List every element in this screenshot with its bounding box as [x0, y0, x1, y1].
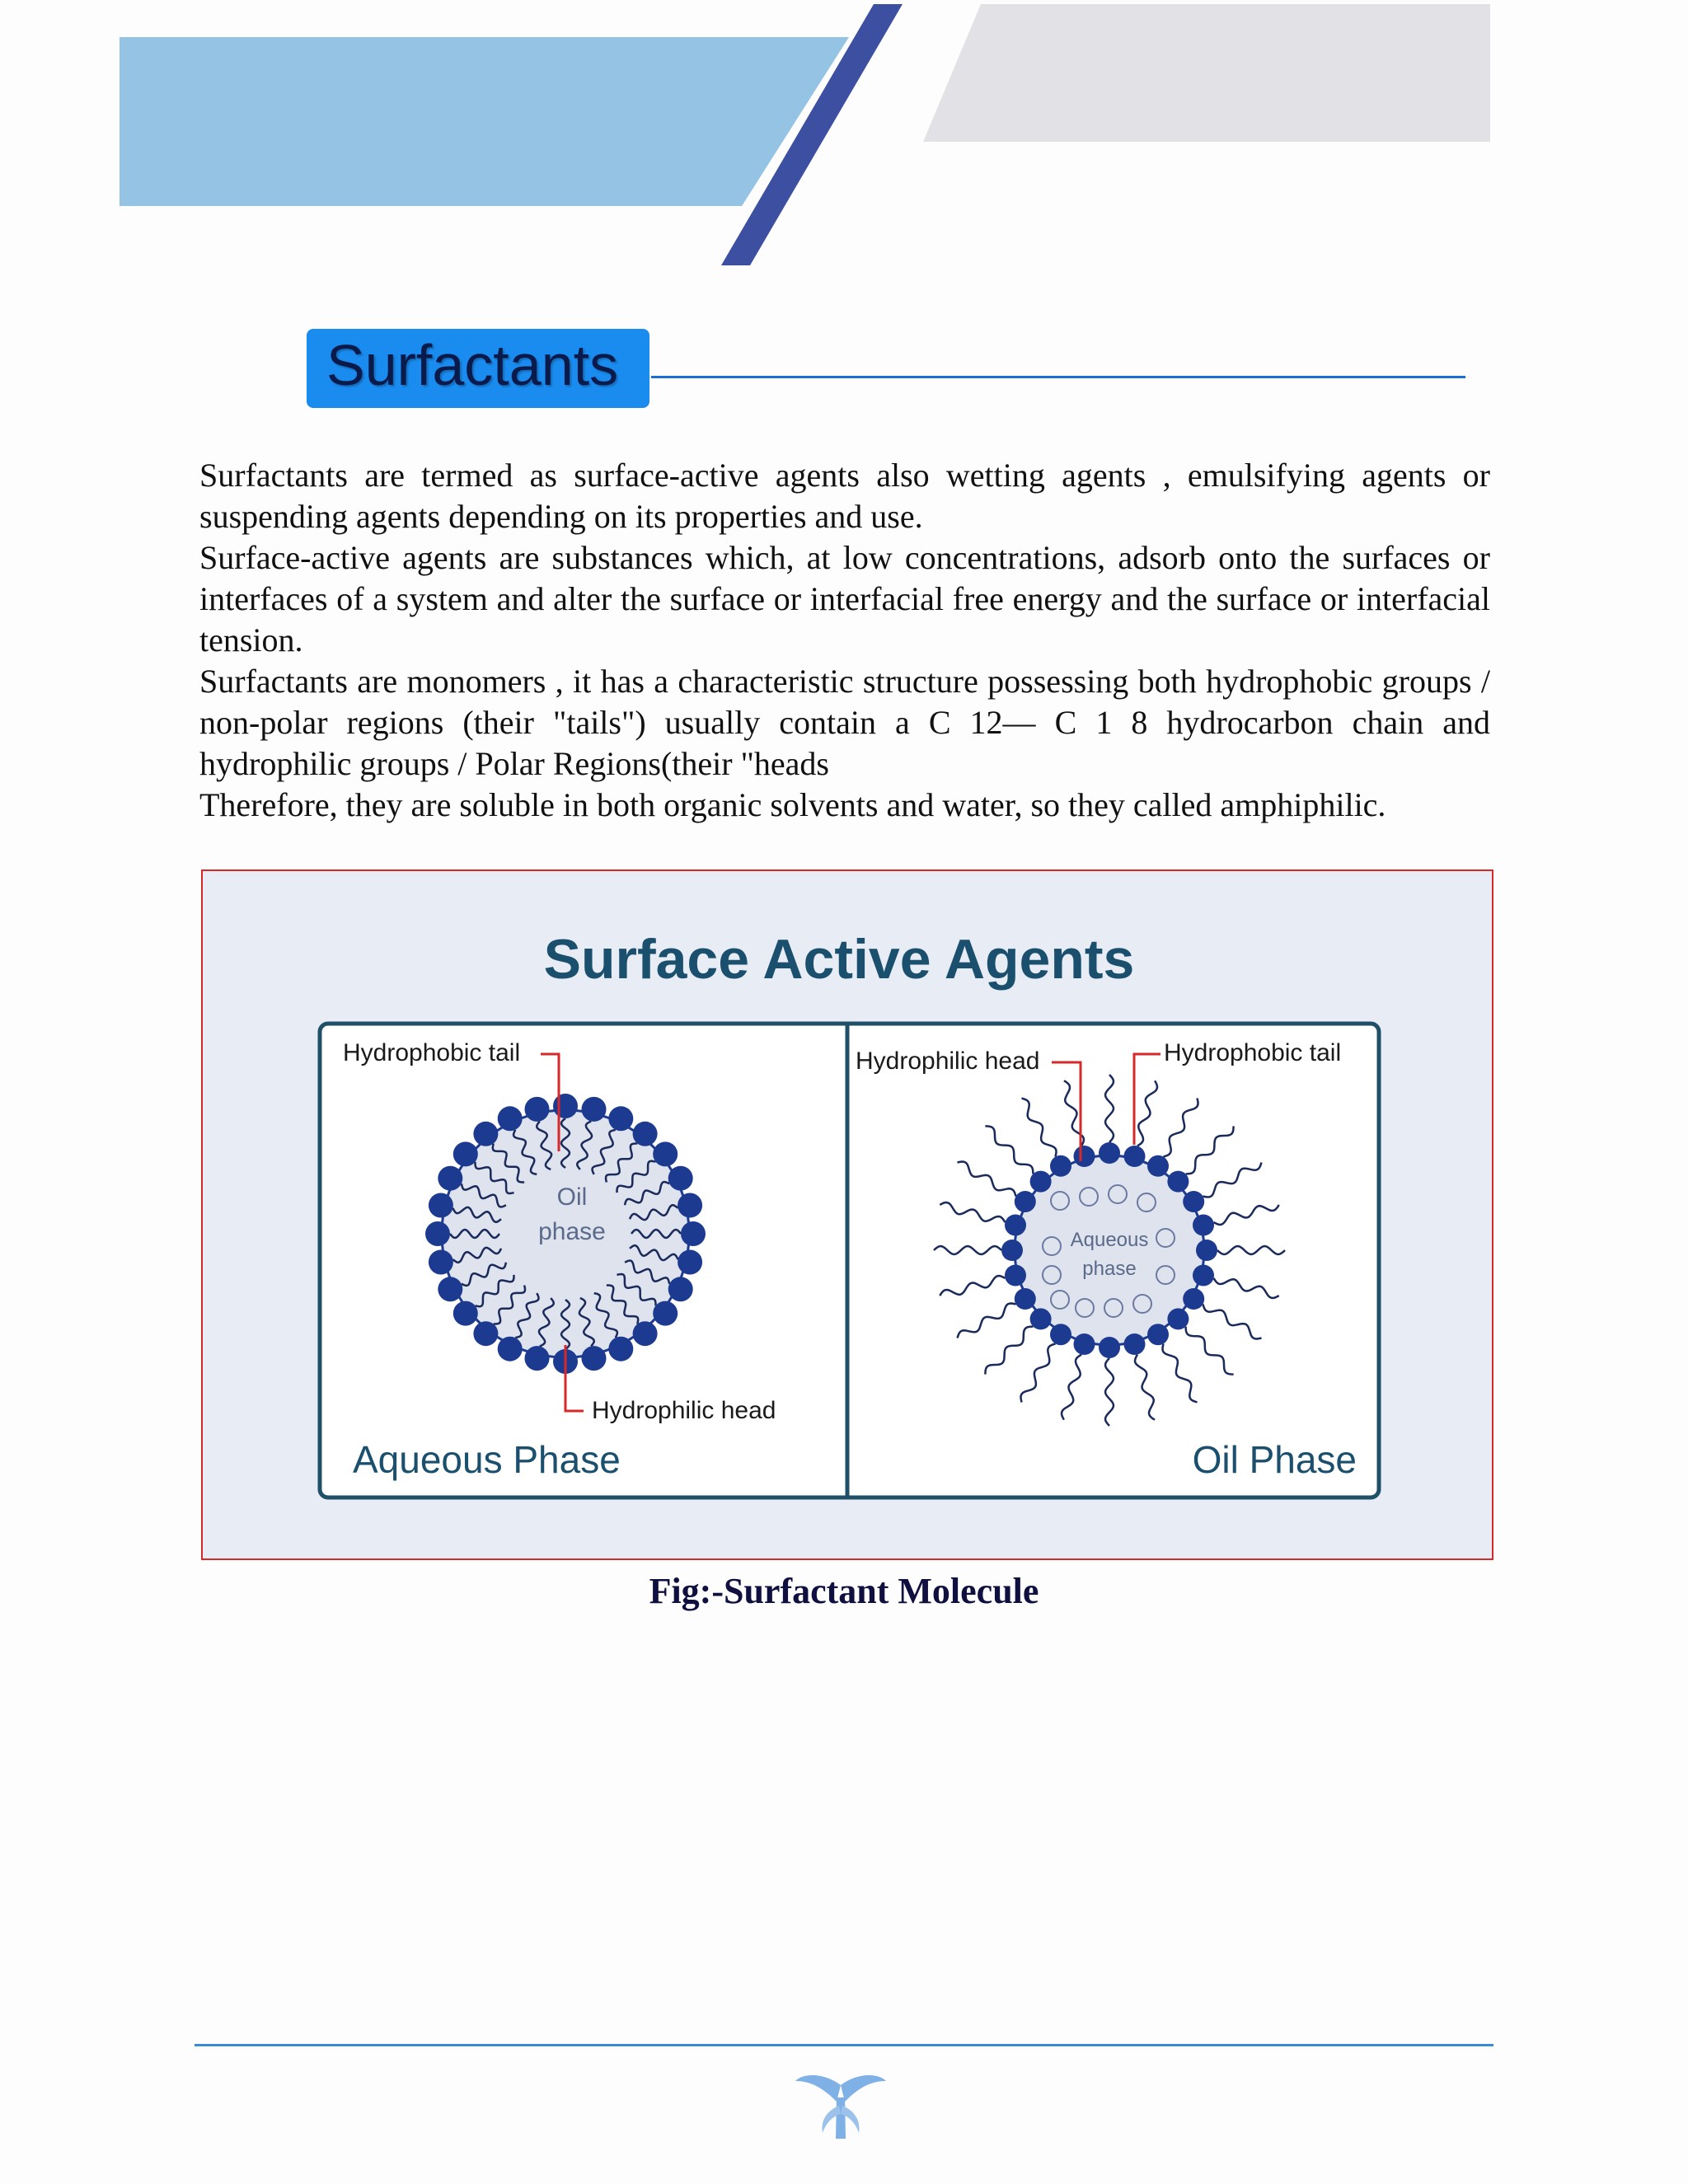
paragraph: Surface-active agents are substances which, at low concentrations, adsorb onto the surfaces or interfaces of a system and alter the surface or interfacial free energy and the surface or interfacial tension. — [199, 539, 1490, 658]
molecule-head — [1050, 1324, 1071, 1345]
phase-label-aqueous: Aqueous Phase — [353, 1438, 621, 1481]
title-underline — [651, 376, 1465, 378]
header-banner — [0, 0, 1688, 280]
molecule-head — [582, 1097, 607, 1122]
molecule-head — [653, 1301, 678, 1326]
molecule-head — [1167, 1171, 1189, 1193]
molecule-head — [1183, 1191, 1204, 1212]
molecule-head — [1005, 1215, 1026, 1236]
molecule-head — [1124, 1333, 1146, 1355]
molecule-head — [1167, 1308, 1189, 1329]
core-label-line2: phase — [1082, 1258, 1137, 1280]
figure-caption: Fig:-Surfactant Molecule — [649, 1571, 1039, 1611]
molecule-head — [1030, 1308, 1052, 1329]
molecule-head — [653, 1141, 678, 1166]
molecule-head — [1015, 1288, 1036, 1310]
molecule-head — [1001, 1240, 1023, 1261]
footer-rule — [195, 2044, 1493, 2046]
molecule-head — [1074, 1146, 1095, 1167]
molecule-head — [668, 1277, 693, 1301]
molecule-head — [678, 1250, 702, 1275]
molecule-head — [1005, 1265, 1026, 1286]
molecule-head — [498, 1337, 523, 1361]
molecule-head — [582, 1346, 607, 1371]
molecule-head — [498, 1106, 523, 1131]
section-title-badge — [307, 329, 649, 408]
molecule-head — [608, 1106, 633, 1131]
molecule-head — [1124, 1146, 1146, 1167]
molecule-head — [1050, 1155, 1071, 1177]
molecule-head — [633, 1321, 658, 1346]
molecule-head — [1074, 1333, 1095, 1355]
molecule-head — [438, 1277, 462, 1301]
molecule-head — [453, 1301, 478, 1326]
molecule-head — [1183, 1288, 1204, 1310]
molecule-head — [473, 1321, 498, 1346]
molecule-head — [1015, 1191, 1036, 1212]
body-text — [199, 455, 1490, 826]
molecule-head — [425, 1221, 450, 1246]
core-label-line1: Aqueous — [1070, 1229, 1149, 1251]
molecule-head — [633, 1122, 658, 1146]
molecule-head — [525, 1097, 550, 1122]
paragraph: Therefore, they are soluble in both organic solvents and water, so they called amphiphilic. — [199, 786, 1386, 823]
paragraph: Surfactants are monomers , it has a characteristic structure possessing both hydrophobic groups / non-polar regions (their "tails") usually contain a C 12— C 1 8 hydrocarbon chain and hydrophilic groups / Polar Regions(their "heads — [199, 663, 1490, 782]
molecule-head — [1193, 1215, 1214, 1236]
molecule-head — [1147, 1155, 1169, 1177]
molecule-head — [1196, 1240, 1217, 1261]
molecule-head — [1193, 1265, 1214, 1286]
molecule-head — [1099, 1142, 1120, 1164]
label-hydrophilic-head: Hydrophilic head — [592, 1397, 776, 1424]
label-hydrophobic-tail: Hydrophobic tail — [343, 1039, 521, 1066]
figure-frame — [201, 869, 1493, 1560]
figure-title: Surface Active Agents — [543, 928, 1135, 991]
molecule-head — [453, 1141, 478, 1166]
molecule-head — [608, 1337, 633, 1361]
core-label-line2: phase — [538, 1218, 606, 1245]
molecule-head — [678, 1193, 702, 1218]
paragraph: Surfactants are termed as surface-active agents also wetting agents , emulsifying agents or suspending agents depending on its properties and use. — [199, 457, 1490, 535]
phase-label-oil: Oil Phase — [1192, 1438, 1357, 1481]
molecule-head — [1147, 1324, 1169, 1345]
molecule-head — [1030, 1171, 1052, 1193]
molecule-head — [553, 1094, 578, 1118]
molecule-head — [525, 1346, 550, 1371]
molecule-head — [473, 1122, 498, 1146]
section-title: Surfactants — [326, 333, 619, 397]
label-hydrophilic-head: Hydrophilic head — [856, 1047, 1040, 1075]
molecule-head — [438, 1166, 462, 1191]
molecule-head — [429, 1193, 453, 1218]
molecule-head — [429, 1250, 453, 1275]
label-hydrophobic-tail: Hydrophobic tail — [1164, 1039, 1342, 1066]
surfactant-diagram — [203, 871, 1492, 1558]
core-label-line1: Oil — [556, 1183, 588, 1211]
molecule-head — [1099, 1337, 1120, 1358]
flower-logo-icon — [791, 2069, 890, 2143]
molecule-head — [668, 1166, 693, 1191]
molecule-head — [681, 1221, 706, 1246]
